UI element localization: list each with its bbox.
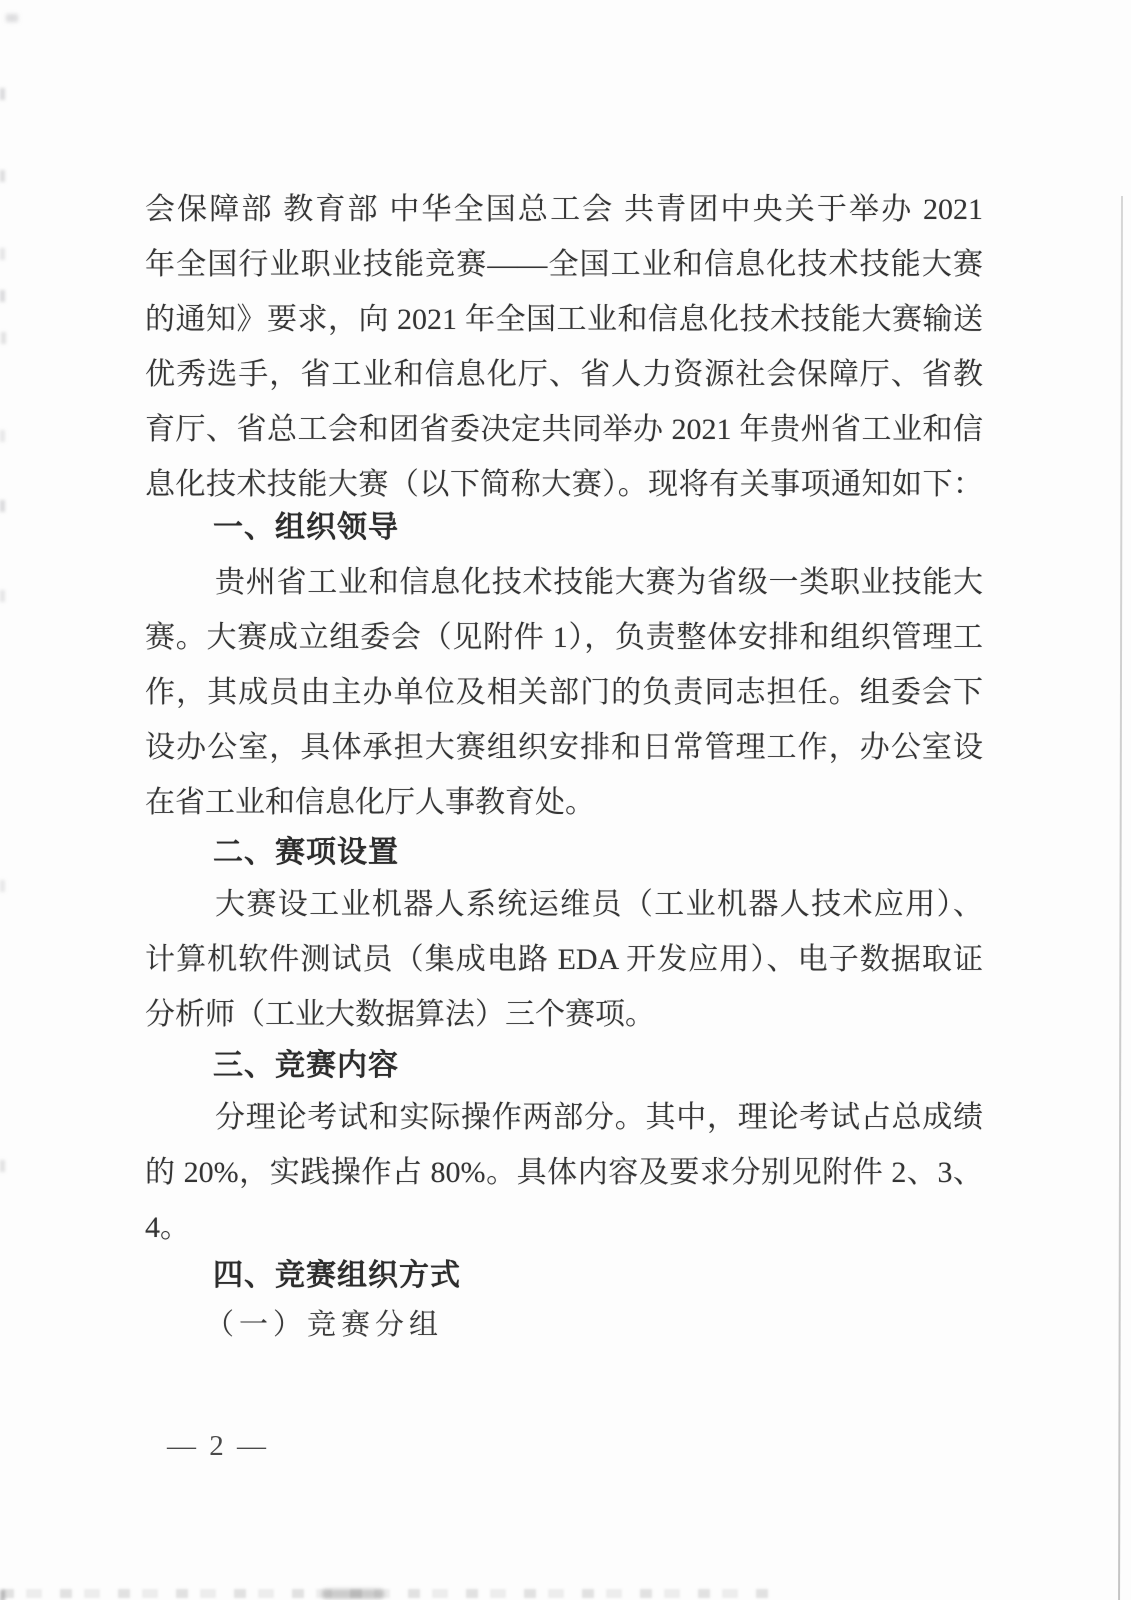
paragraph	[145, 1090, 983, 1255]
sub-heading: （一）竞赛分组	[205, 1309, 444, 1341]
text-line: 分析师（工业大数据算法）三个赛项。	[145, 998, 655, 1031]
section-heading: 一、组织领导	[213, 511, 399, 544]
scan-noise-bottom	[2, 1589, 772, 1598]
text-line: 年全国行业职业技能竞赛——全国工业和信息化技术技能大赛	[145, 248, 983, 281]
text-line: 息化技术技能大赛（以下简称大赛）。现将有关事项通知如下：	[145, 468, 983, 501]
section-heading: 四、竞赛组织方式	[213, 1259, 461, 1292]
text-line: 分理论考试和实际操作两部分。其中，理论考试占总成绩	[215, 1101, 983, 1134]
paragraph	[145, 182, 983, 512]
text-line: 优秀选手，省工业和信息化厅、省人力资源社会保障厅、省教	[145, 358, 983, 391]
scan-noise-bottom-cluster	[322, 1589, 384, 1599]
text-line: 贵州省工业和信息化技术技能大赛为省级一类职业技能大	[215, 566, 983, 599]
text-line: 会保障部 教育部 中华全国总工会 共青团中央关于举办 2021	[145, 193, 983, 226]
text-line: 在省工业和信息化厅人事教育处。	[145, 786, 595, 819]
text-line: 育厅、省总工会和团省委决定共同举办 2021 年贵州省工业和信	[145, 413, 983, 446]
text-line: 赛。大赛成立组委会（见附件 1），负责整体安排和组织管理工	[145, 621, 983, 654]
scan-smudge-left-edge	[0, 88, 5, 100]
paragraph	[145, 877, 983, 1042]
text-line: 4。	[145, 1211, 190, 1244]
text-line: 作，其成员由主办单位及相关部门的负责同志担任。组委会下	[145, 676, 983, 709]
page-number: — 2 —	[167, 1430, 269, 1462]
section-heading: 三、竞赛内容	[213, 1049, 399, 1082]
scan-smudge-top-left	[6, 14, 18, 22]
section-heading: 二、赛项设置	[213, 836, 399, 869]
paragraph	[145, 555, 983, 830]
text-line: 的通知》要求，向 2021 年全国工业和信息化技术技能大赛输送	[145, 303, 983, 336]
text-line: 大赛设工业机器人系统运维员（工业机器人技术应用）、	[215, 888, 983, 921]
text-line: 设办公室，具体承担大赛组织安排和日常管理工作，办公室设	[145, 731, 983, 764]
text-line: 的 20%，实践操作占 80%。具体内容及要求分别见附件 2、3、	[145, 1156, 983, 1189]
text-line: 计算机软件测试员（集成电路 EDA 开发应用）、电子数据取证	[145, 943, 983, 976]
